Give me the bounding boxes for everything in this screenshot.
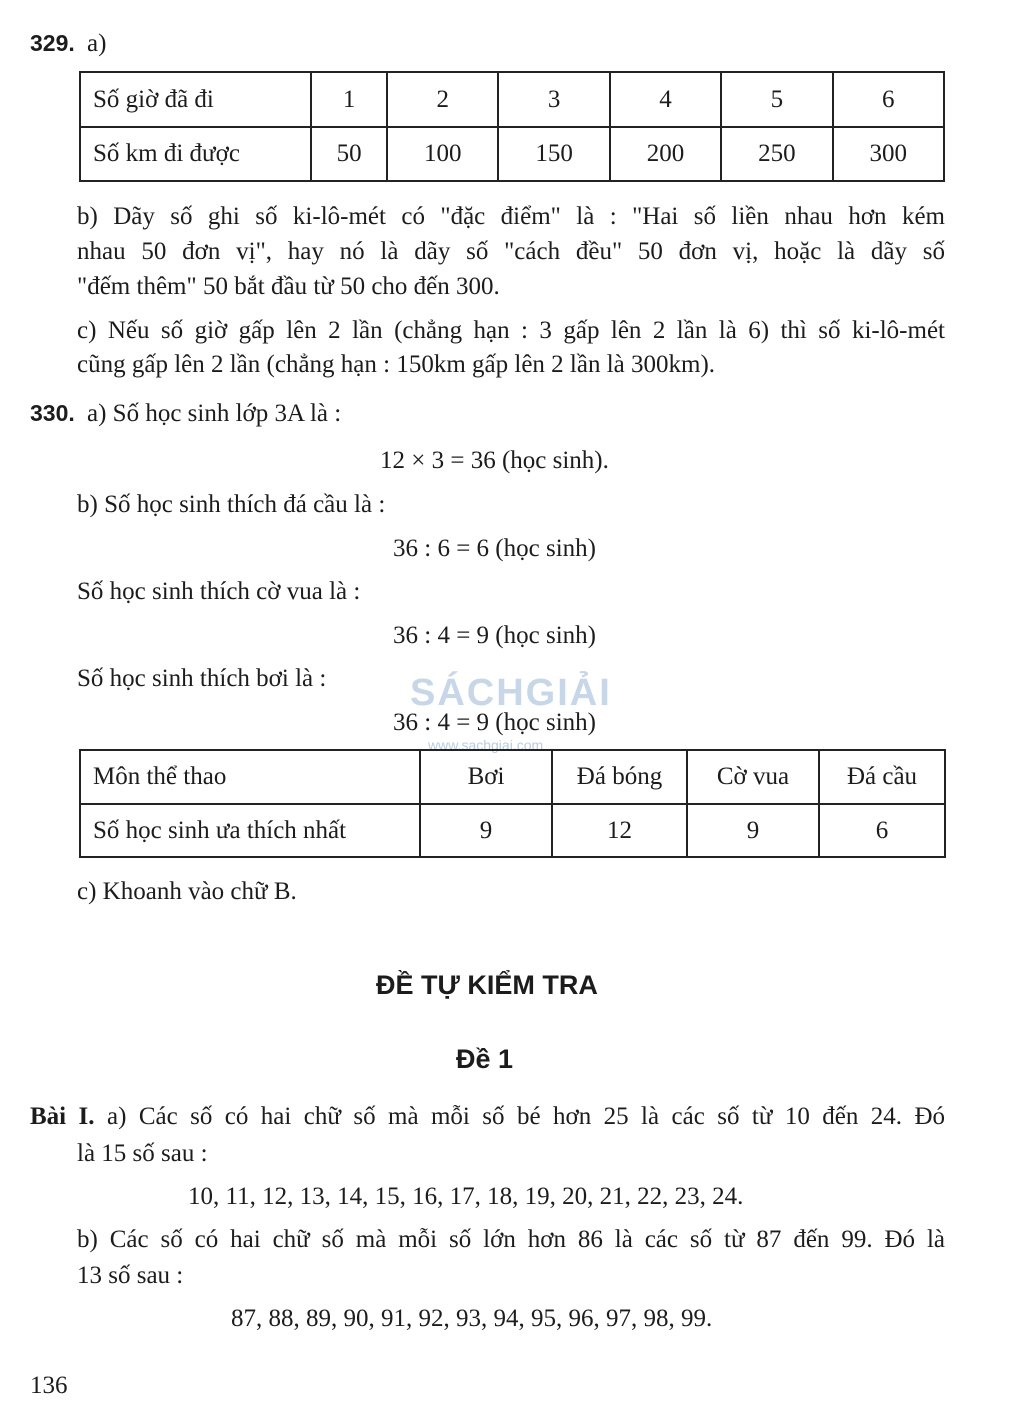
bai1-a-text: a) Các số có hai chữ số mà mỗi số bé hơn 25 là các số từ 10 đến 24. Đó bbox=[106, 1103, 945, 1130]
paragraph-329b-line: b) Dãy số ghi số ki-lô-mét có "đặc điểm" là : "Hai số liền nhau hơn kém bbox=[77, 203, 945, 230]
exercise-330-heading bbox=[30, 400, 341, 428]
watermark-url: www.sachgiai.com bbox=[428, 737, 544, 753]
table-cell: 9 bbox=[420, 804, 552, 857]
bai1-b-line: b) Các số có hai chữ số mà mỗi số lớn hơn 86 là các số từ 87 đến 99. Đó là bbox=[77, 1226, 945, 1253]
watermark-logo: SÁCHGIẢI bbox=[410, 672, 612, 714]
number-list: 10, 11, 12, 13, 14, 15, 16, 17, 18, 19, 20, 21, 22, 23, 24. bbox=[188, 1183, 744, 1210]
table-cell: 100 bbox=[387, 127, 498, 181]
table-row-label: Môn thể thao bbox=[80, 750, 420, 804]
page-number: 136 bbox=[30, 1372, 68, 1399]
table-cell: 200 bbox=[610, 127, 721, 181]
table-cell: 50 bbox=[311, 127, 387, 181]
bai1-a-line: là 15 số sau : bbox=[77, 1140, 208, 1167]
equation: 36 : 4 = 9 (học sinh) bbox=[393, 709, 596, 736]
paragraph-329c-line: cũng gấp lên 2 lần (chẳng hạn : 150km gấp lên 2 lần là 300km). bbox=[77, 351, 716, 378]
table-cell: 12 bbox=[552, 804, 687, 857]
table-cell: 2 bbox=[387, 72, 498, 127]
hours-km-table bbox=[79, 71, 945, 182]
chess-line: Số học sinh thích cờ vua là : bbox=[77, 578, 361, 605]
table-row-label: Số học sinh ưa thích nhất bbox=[80, 804, 420, 857]
bai1-b-line: 13 số sau : bbox=[77, 1262, 184, 1289]
table-cell: 9 bbox=[687, 804, 819, 857]
sports-table bbox=[79, 749, 946, 858]
table-row-label: Số giờ đã đi bbox=[80, 72, 311, 127]
table-cell: 150 bbox=[498, 127, 609, 181]
table-cell: 6 bbox=[819, 804, 945, 857]
table-header-cell: Đá cầu bbox=[819, 750, 945, 804]
exercise-number: 330. bbox=[30, 400, 75, 426]
table-header-cell: Cờ vua bbox=[687, 750, 819, 804]
part-b-text: b) Số học sinh thích đá cầu là : bbox=[77, 491, 386, 518]
paragraph-329b-line: nhau 50 đơn vị", hay nó là dãy số "cách đều" 50 đơn vị, hoặc là dãy số bbox=[77, 238, 945, 265]
number-list: 87, 88, 89, 90, 91, 92, 93, 94, 95, 96, 97, 98, 99. bbox=[231, 1305, 713, 1332]
paragraph-329b-line: "đếm thêm" 50 bắt đầu từ 50 cho đến 300. bbox=[77, 273, 500, 300]
part-c-text: c) Khoanh vào chữ B. bbox=[77, 878, 297, 905]
bai1-a-line bbox=[30, 1103, 945, 1131]
equation: 36 : 6 = 6 (học sinh) bbox=[393, 535, 596, 562]
swim-line: Số học sinh thích bơi là : bbox=[77, 665, 327, 692]
equation: 12 × 3 = 36 (học sinh). bbox=[380, 447, 609, 474]
test-subtitle: Đề 1 bbox=[456, 1044, 514, 1074]
table-cell: 250 bbox=[721, 127, 832, 181]
table-cell: 6 bbox=[833, 72, 944, 127]
part-a-text: a) Số học sinh lớp 3A là : bbox=[87, 400, 342, 427]
table-row-label: Số km đi được bbox=[80, 127, 311, 181]
part-a-marker: a) bbox=[87, 30, 107, 57]
table-cell: 3 bbox=[498, 72, 609, 127]
table-header-cell: Bơi bbox=[420, 750, 552, 804]
equation: 36 : 4 = 9 (học sinh) bbox=[393, 622, 596, 649]
bai1-label: Bài I. bbox=[30, 1103, 95, 1130]
exercise-329-heading bbox=[30, 30, 106, 58]
table-cell: 5 bbox=[721, 72, 832, 127]
paragraph-329c-line: c) Nếu số giờ gấp lên 2 lần (chẳng hạn : 3 gấp lên 2 lần là 6) thì số ki-lô-mét bbox=[77, 317, 945, 344]
table-cell: 4 bbox=[610, 72, 721, 127]
exercise-number: 329. bbox=[30, 30, 75, 56]
table-cell: 300 bbox=[833, 127, 944, 181]
section-title: ĐỀ TỰ KIỂM TRA bbox=[376, 970, 598, 1000]
table-header-cell: Đá bóng bbox=[552, 750, 687, 804]
table-cell: 1 bbox=[311, 72, 387, 127]
